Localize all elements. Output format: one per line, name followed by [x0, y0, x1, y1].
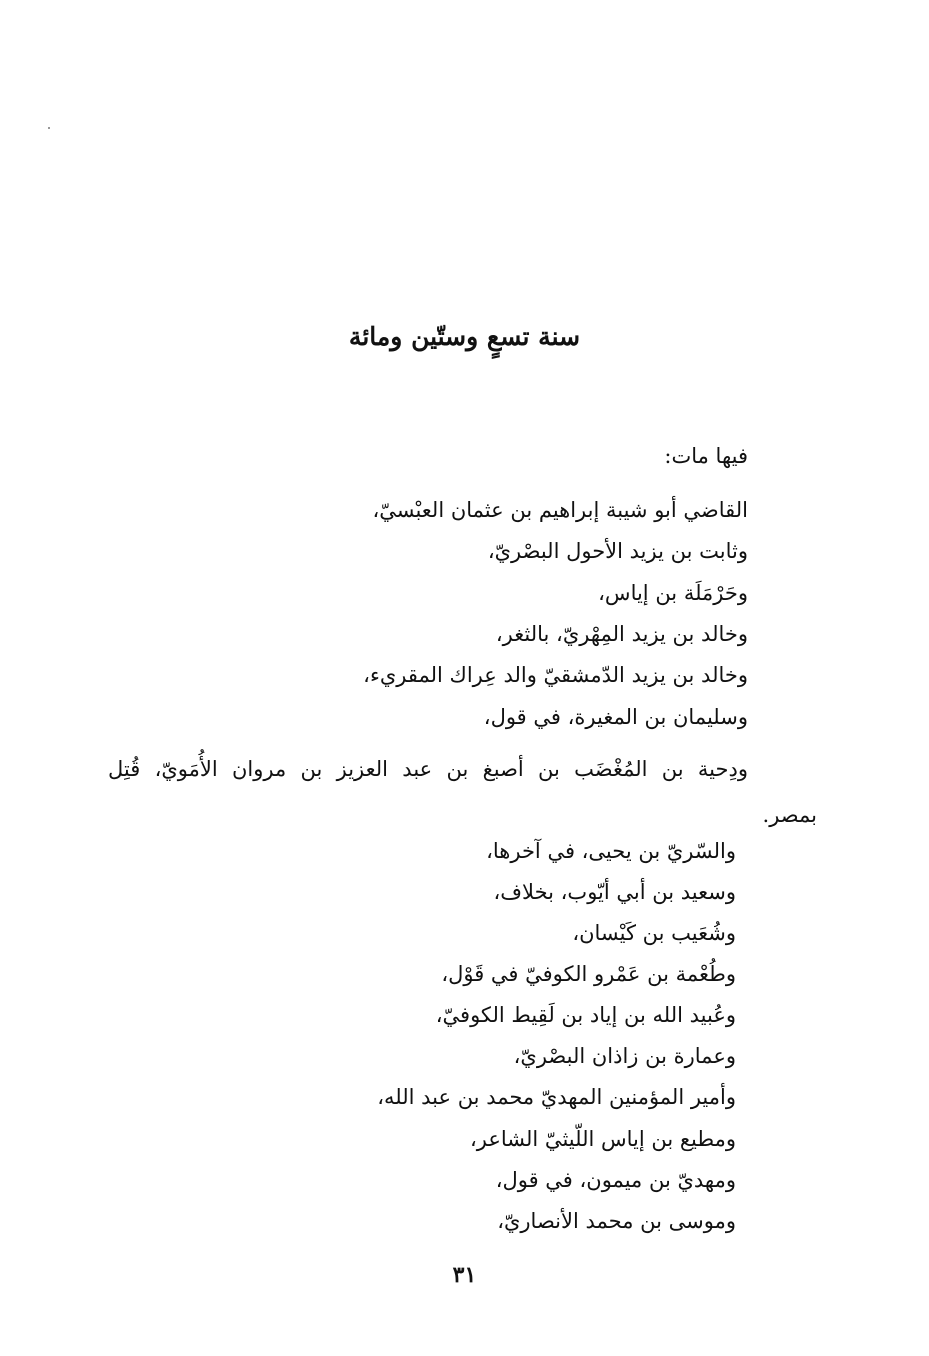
- entry-line: والسّريّ بن يحيى، في آخرها،: [486, 839, 736, 863]
- entry-line: ودِحية بن المُغْضَب بن أصبغ بن عبد العزيز بن مروان الأُمَويّ، قُتِل: [108, 757, 748, 781]
- entry-line: وخالد بن يزيد الدّمشقيّ والد عِراك المقريء،: [363, 663, 748, 687]
- entry-line: ومهديّ بن ميمون، في قول،: [495, 1168, 736, 1192]
- scan-speck: [48, 127, 50, 129]
- entry-line: وطُعْمة بن عَمْرو الكوفيّ في قَوْل،: [441, 962, 736, 986]
- entry-line: وشُعَيب بن كَيْسان،: [572, 921, 736, 945]
- entry-line: وخالد بن يزيد المِهْريّ، بالثغر،: [495, 622, 748, 646]
- entry-continuation: بمصر.: [762, 803, 817, 827]
- section-title: سنة تسعٍ وستّين ومائة: [348, 322, 581, 351]
- page-number: ٣١: [452, 1262, 477, 1288]
- entry-line: وسعيد بن أبي أيّوب، بخلاف،: [493, 880, 736, 904]
- entry-line: وعُبيد الله بن إياد بن لَقِيط الكوفيّ،: [435, 1003, 736, 1027]
- entry-line: القاضي أبو شيبة إبراهيم بن عثمان العبْسيّ،: [372, 498, 748, 522]
- entry-line: ومطيع بن إياس اللّيثيّ الشاعر،: [470, 1127, 736, 1151]
- intro-line: فيها مات:: [664, 444, 748, 468]
- entry-line: وثابت بن يزيد الأحول البصْريّ،: [487, 539, 748, 563]
- entry-line: وسليمان بن المغيرة، في قول،: [483, 705, 748, 729]
- entry-line: وأمير المؤمنين المهديّ محمد بن عبد الله،: [377, 1085, 736, 1109]
- entry-line: وحَرْمَلَة بن إياس،: [598, 581, 748, 605]
- entry-line: وموسى بن محمد الأنصاريّ،: [497, 1209, 736, 1233]
- entry-line: وعمارة بن زاذان البصْريّ،: [513, 1044, 736, 1068]
